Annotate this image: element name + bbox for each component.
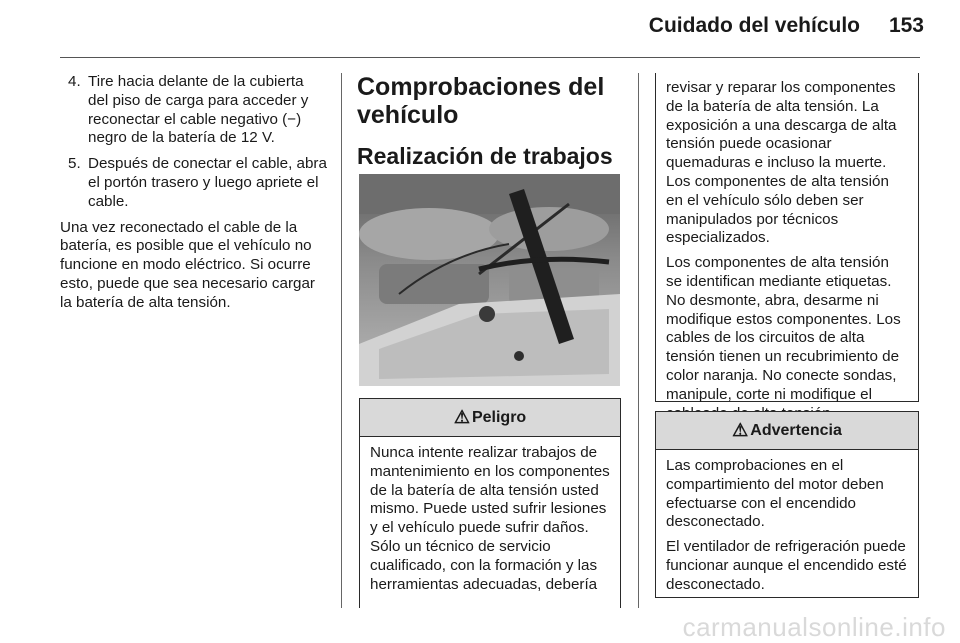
column-divider-left [341,73,342,608]
numbered-steps [60,73,328,212]
warning-box [655,411,919,598]
watermark: carmanualsonline.info [682,612,946,642]
page-number: 153 [888,14,924,37]
step-number: 4. [68,73,81,90]
danger-continued-body [656,73,918,423]
warning-triangle-icon: ⚠ [732,420,749,440]
step-text: Tire hacia delante de la cubierta del piso de carga para acceder y reconectar el cable negativo (−) negro de la batería de 12 V. [88,73,309,147]
warning-box-header [656,412,918,450]
danger-box [359,398,621,608]
engine-compartment-photo [359,174,620,386]
warning-text: El ventilador de refrigeración puede funcionar aunque el encendido esté desconectado. [666,538,907,593]
list-item [68,155,328,211]
danger-continued-text: revisar y reparar los componentes de la batería de alta tensión. La exposición a una descarga de alta tensión puede ocasionar quemaduras e incluso la muerte. Los componentes de alta tensión en el vehículo sólo deben ser manipulados por técnicos especializados. [666,79,897,247]
list-item [68,73,328,148]
section-title: Comprobaciones del vehículo [357,73,605,129]
step-text: Después de conectar el cable, abra el portón trasero y luego apriete el cable. [88,155,327,210]
header-divider [60,57,920,58]
column-2 [357,73,621,169]
step-number: 5. [68,155,81,173]
danger-box-continued [655,73,919,402]
column-1 [60,73,328,313]
danger-continued-text: Los componentes de alta tensión se identifican mediante etiquetas. No desmonte, abra, desarme ni modifique estos componentes. Los cables de los circuitos de alta tensión tienen un recubrimiento de color naranja. No conecte sondas, manipule, corte ni modifique el [666,254,901,403]
danger-box-title: Peligro [471,408,527,426]
body-paragraph: Una vez reconectado el cable de la batería, es posible que el vehículo no funcione en modo eléctrico. Si ocurre esto, puede que sea necesario cargar la batería de alta tensión. [60,218,315,311]
page-header-title: Cuidado del vehículo [648,14,860,37]
subsection-title: Realización de trabajos [357,143,613,169]
warning-box-title: Advertencia [750,421,842,439]
danger-box-body [360,437,620,594]
column-divider-right [638,73,639,608]
danger-text: Nunca intente realizar trabajos de mantenimiento en los componentes de la batería de alta tensión usted mismo. Puede usted sufrir lesiones y el vehículo puede sufrir daños. Sólo un técnico de servicio cualificado, con la formación y las herramientas adecuadas, debería [370,444,610,593]
warning-text: Las comprobaciones en el compartimiento del motor deben efectuarse con el encendido desconectado. [666,457,884,531]
danger-box-header [360,399,620,437]
warning-box-body [656,450,918,595]
warning-triangle-icon: ⚠ [453,407,470,427]
